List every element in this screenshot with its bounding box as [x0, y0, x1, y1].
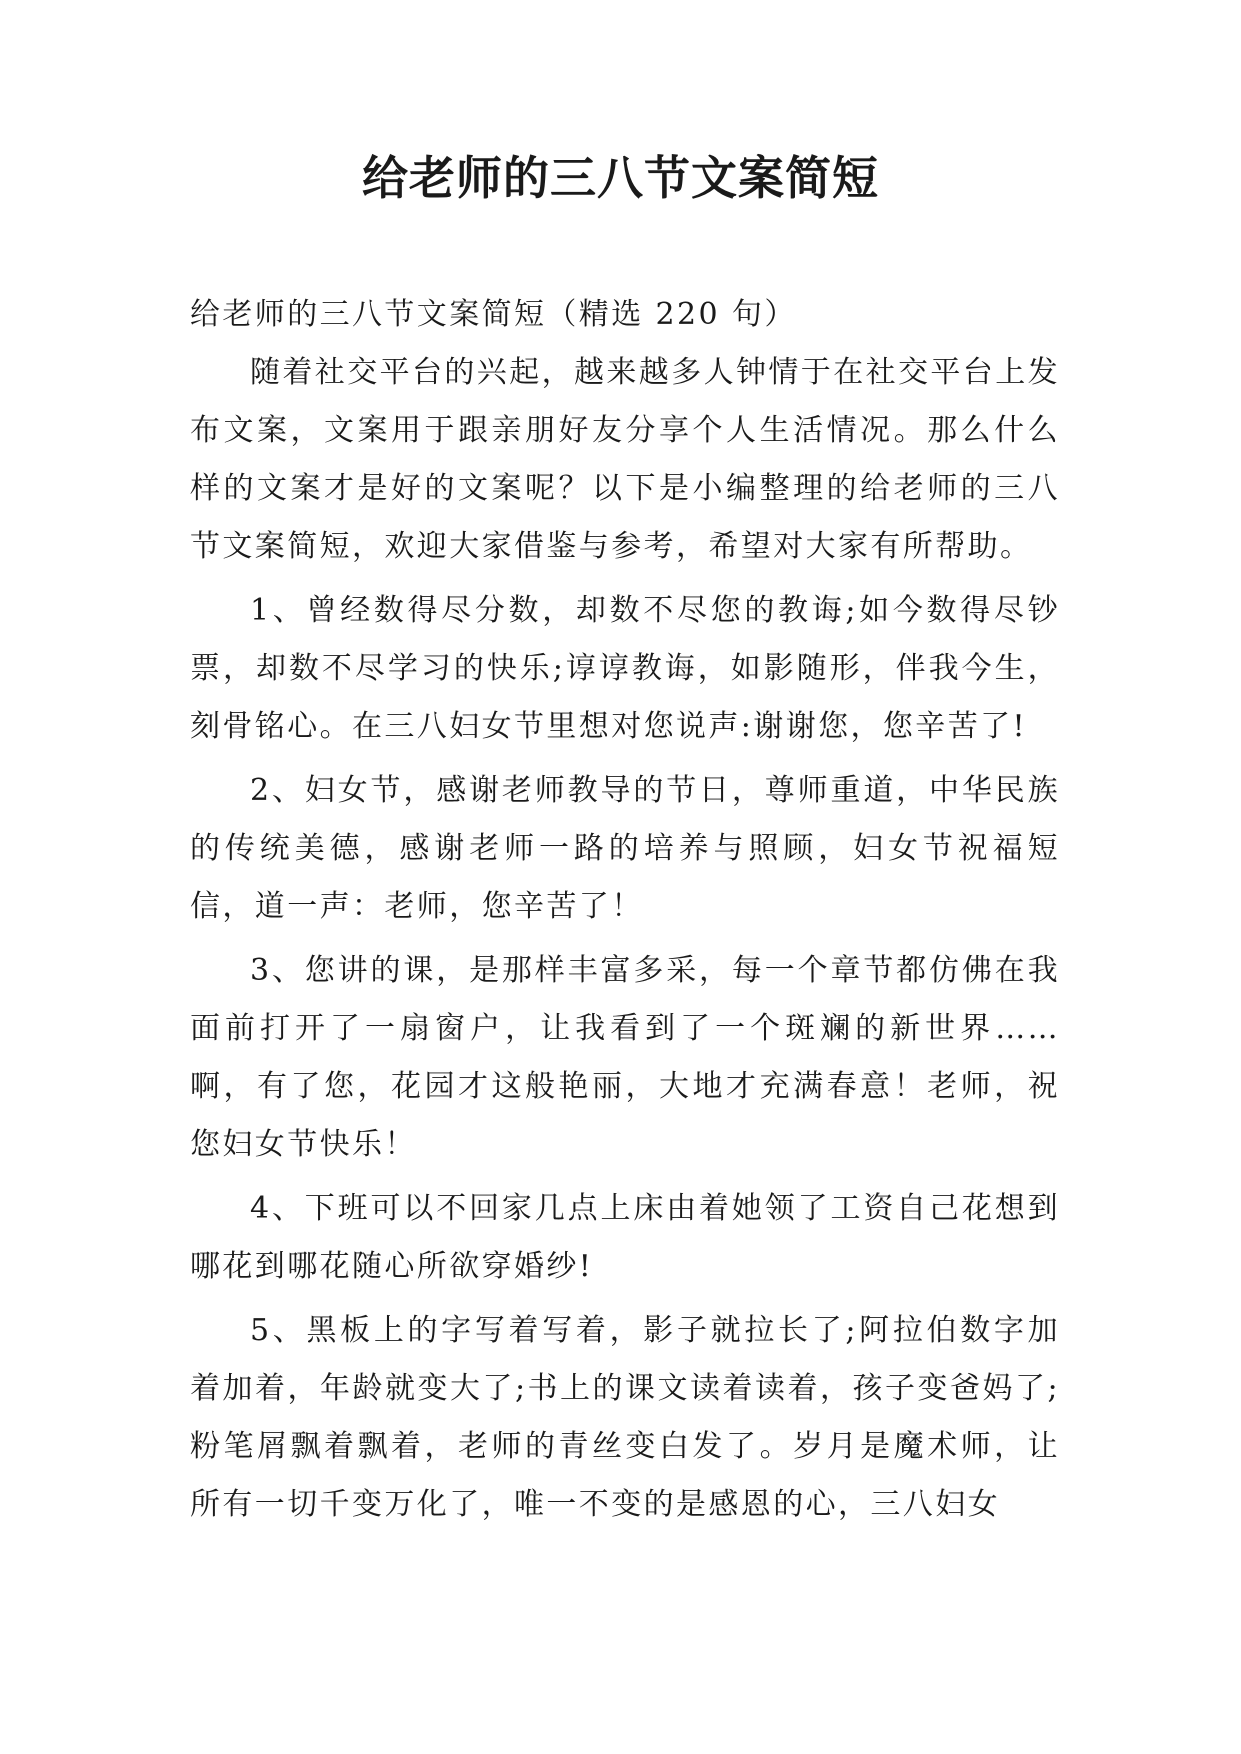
document-subtitle: 给老师的三八节文案简短（精选 220 句）	[190, 297, 797, 332]
list-item-3: 3、您讲的课，是那样丰富多采，每一个章节都仿佛在我面前打开了一扇窗户，让我看到了一个斑斓的新世界……啊，有了您，花园才这般艳丽，大地才充满春意！老师，祝您妇女节快乐！	[190, 953, 1060, 1162]
document-title: 给老师的三八节文案简短	[362, 151, 879, 205]
list-item-4: 4、下班可以不回家几点上床由着她领了工资自己花想到哪花到哪花随心所欲穿婚纱!	[190, 1191, 1060, 1284]
document-body	[190, 286, 1060, 1540]
list-item-5: 5、黑板上的字写着写着，影子就拉长了;阿拉伯数字加着加着，年龄就变大了;书上的课文读着读着，孩子变爸妈了;粉笔屑飘着飘着，老师的青丝变白发了。岁月是魔术师，让所有一切千变万化了，唯一不变的是感恩的心，三八妇女	[190, 1313, 1060, 1522]
list-item-1: 1、曾经数得尽分数，却数不尽您的教诲;如今数得尽钞票，却数不尽学习的快乐;谆谆教诲，如影随形，伴我今生，刻骨铭心。在三八妇女节里想对您说声:谢谢您，您辛苦了!	[190, 593, 1060, 744]
list-item-2: 2、妇女节，感谢老师教导的节日，尊师重道，中华民族的传统美德，感谢老师一路的培养与照顾，妇女节祝福短信，道一声：老师，您辛苦了！	[190, 773, 1060, 924]
intro-paragraph: 随着社交平台的兴起，越来越多人钟情于在社交平台上发布文案，文案用于跟亲朋好友分享个人生活情况。那么什么样的文案才是好的文案呢？以下是小编整理的给老师的三八节文案简短，欢迎大家借鉴与参考，希望对大家有所帮助。	[190, 355, 1060, 564]
